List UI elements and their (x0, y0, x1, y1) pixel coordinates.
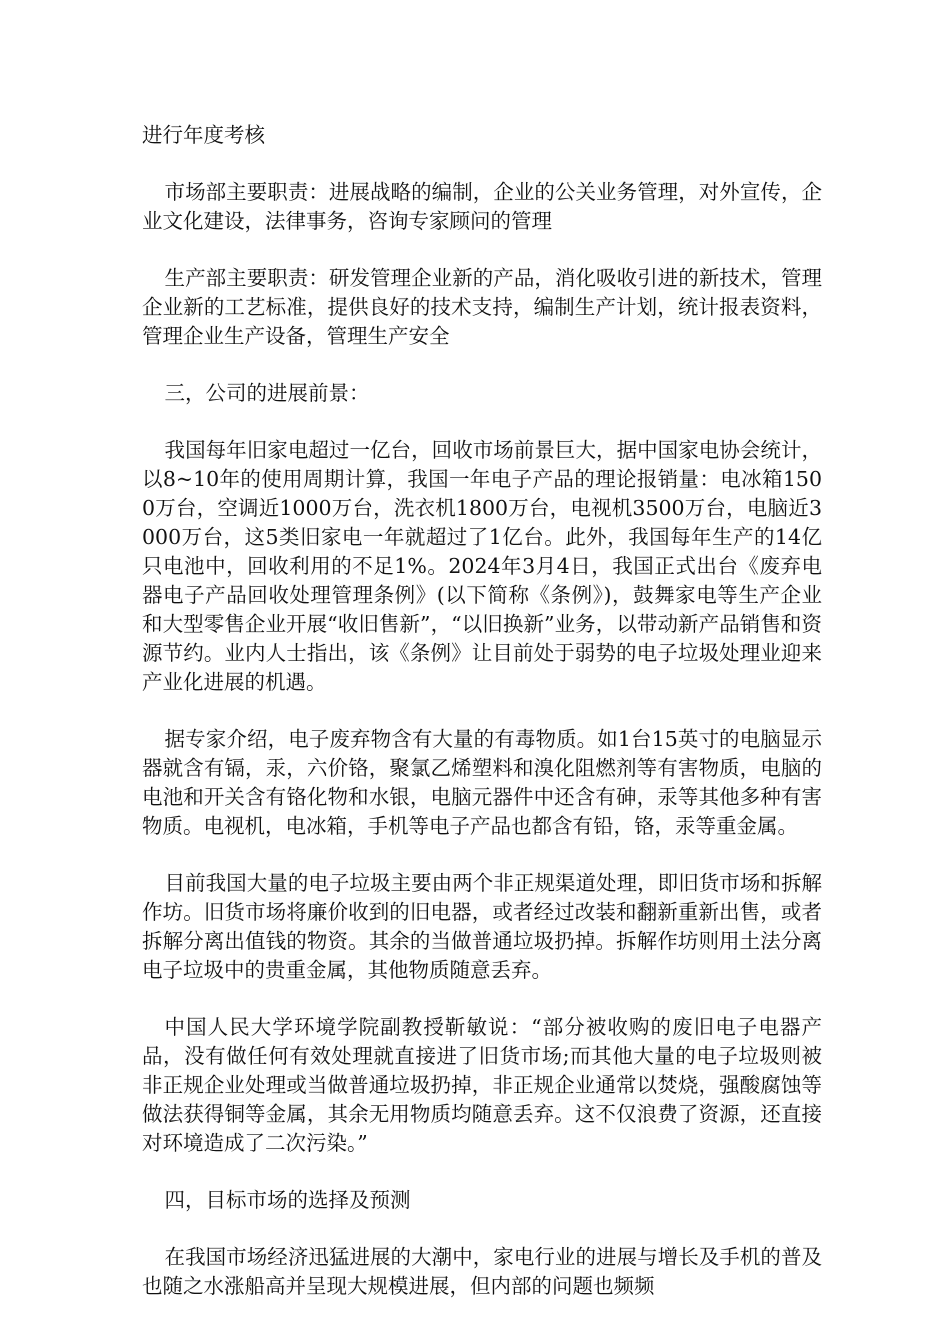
paragraph-market-development: 在我国市场经济迅猛进展的大潮中，家电行业的进展与增长及手机的普及也随之水涨船高并呈现大规模进展，但内部的问题也频频 (142, 1245, 822, 1298)
paragraph-market-outlook: 我国每年旧家电超过一亿台，回收市场前景巨大，据中国家电协会统计，以8~10年的使用周期计算，我国一年电子产品的理论报销量：电冰箱1500万台，空调近1000万台，洗衣机1800万台，电视机3500万台，电脑近3000万台，这5类旧家电一年就超过了1亿台。此外，我国每年生产的14亿只电池中，回收利用的不足1%。2024年3月4日，我国正式出台《废弃电器电子产品回收处理管理条例》(以下简称《条例》)，鼓舞家电等生产企业和大型零售企业开展“收旧售新”，“以旧换新”业务，以带动新产品销售和资源节约。业内人士指出，该《条例》让目前处于弱势的电子垃圾处理业迎来产业化进展的机遇。 (142, 438, 822, 694)
paragraph-production-duties: 生产部主要职责：研发管理企业新的产品，消化吸收引进的新技术，管理企业新的工艺标准，提供良好的技术支持，编制生产计划，统计报表资料，管理企业生产设备，管理生产安全 (142, 266, 822, 348)
paragraph-informal-channels: 目前我国大量的电子垃圾主要由两个非正规渠道处理，即旧货市场和拆解作坊。旧货市场将廉价收到的旧电器，或者经过改装和翻新重新出售，或者拆解分离出值钱的物资。其余的当做普通垃圾扔掉。拆解作坊则用土法分离电子垃圾中的贵重金属，其他物质随意丢弃。 (142, 871, 822, 982)
paragraph-expert-quote: 中国人民大学环境学院副教授靳敏说：“部分被收购的废旧电子电器产品，没有做任何有效处理就直接进了旧货市场;而其他大量的电子垃圾则被非正规企业处理或当做普通垃圾扔掉，非正规企业通常以焚烧，强酸腐蚀等做法获得铜等金属，其余无用物质均随意丢弃。这不仅浪费了资源，还直接对环境造成了二次污染。” (142, 1015, 822, 1155)
paragraph-annual-assessment: 进行年度考核 (142, 123, 265, 147)
paragraph-toxic-substances: 据专家介绍，电子废弃物含有大量的有毒物质。如1台15英寸的电脑显示器就含有镉，汞，六价铬，聚氯乙烯塑料和溴化阻燃剂等有害物质，电脑的电池和开关含有铬化物和水银，电脑元器件中还含有砷，汞等其他多种有害物质。电视机，电冰箱，手机等电子产品也都含有铅，铬，汞等重金属。 (142, 727, 822, 838)
section-heading-prospects: 三，公司的进展前景： (164, 381, 370, 405)
document-body (142, 121, 822, 1329)
paragraph-marketing-duties: 市场部主要职责：进展战略的编制，企业的公关业务管理，对外宣传，企业文化建设，法律事务，咨询专家顾问的管理 (142, 180, 822, 233)
section-heading-target-market: 四，目标市场的选择及预测 (164, 1188, 411, 1212)
